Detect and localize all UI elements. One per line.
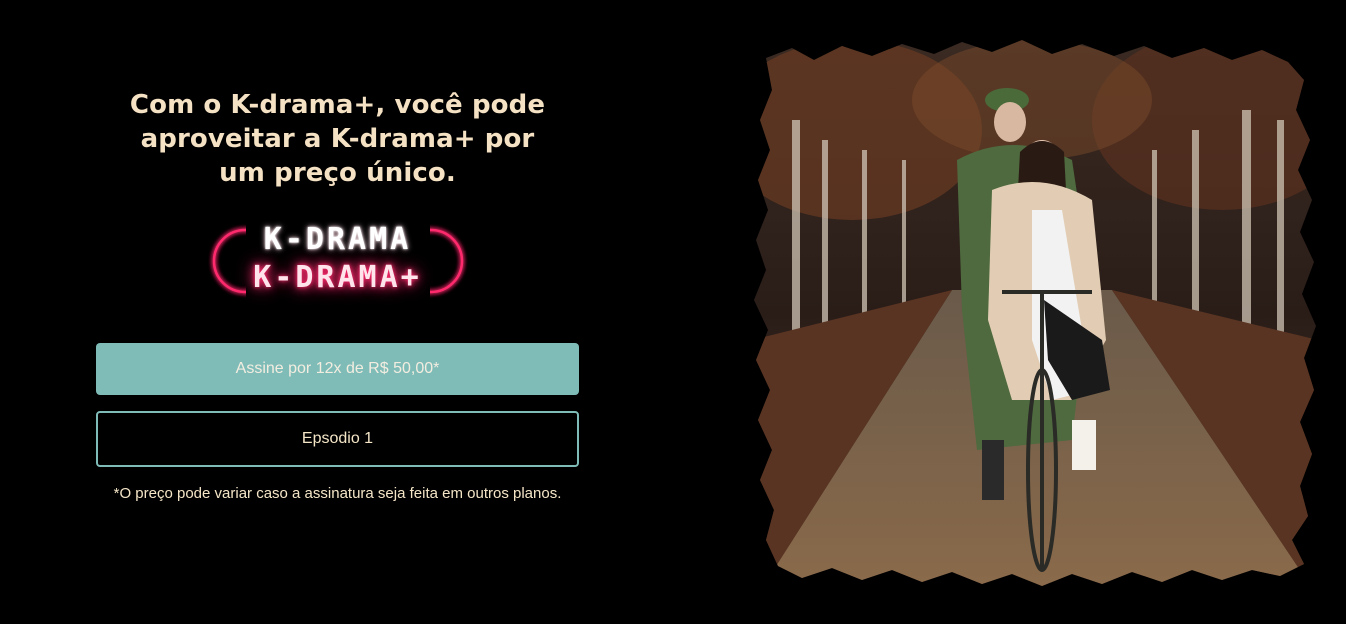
kdrama-logo — [208, 216, 468, 306]
couple-on-bicycle-image — [752, 40, 1318, 588]
subscribe-button[interactable]: Assine por 12x de R$ 50,00* — [96, 343, 579, 395]
logo-line-1: K-DRAMA — [263, 222, 412, 257]
price-disclaimer: *O preço pode variar caso a assinatura seja feita em outros planos. — [113, 485, 562, 502]
hero-section — [96, 88, 579, 504]
drama-scene-image — [752, 40, 1318, 588]
page-title: Com o K-drama+, você pode aproveitar a K-drama+ por um preço único. — [129, 90, 546, 188]
episode-1-button[interactable]: Epsodio 1 — [96, 411, 579, 467]
logo-line-2: K-DRAMA+ — [253, 260, 422, 295]
